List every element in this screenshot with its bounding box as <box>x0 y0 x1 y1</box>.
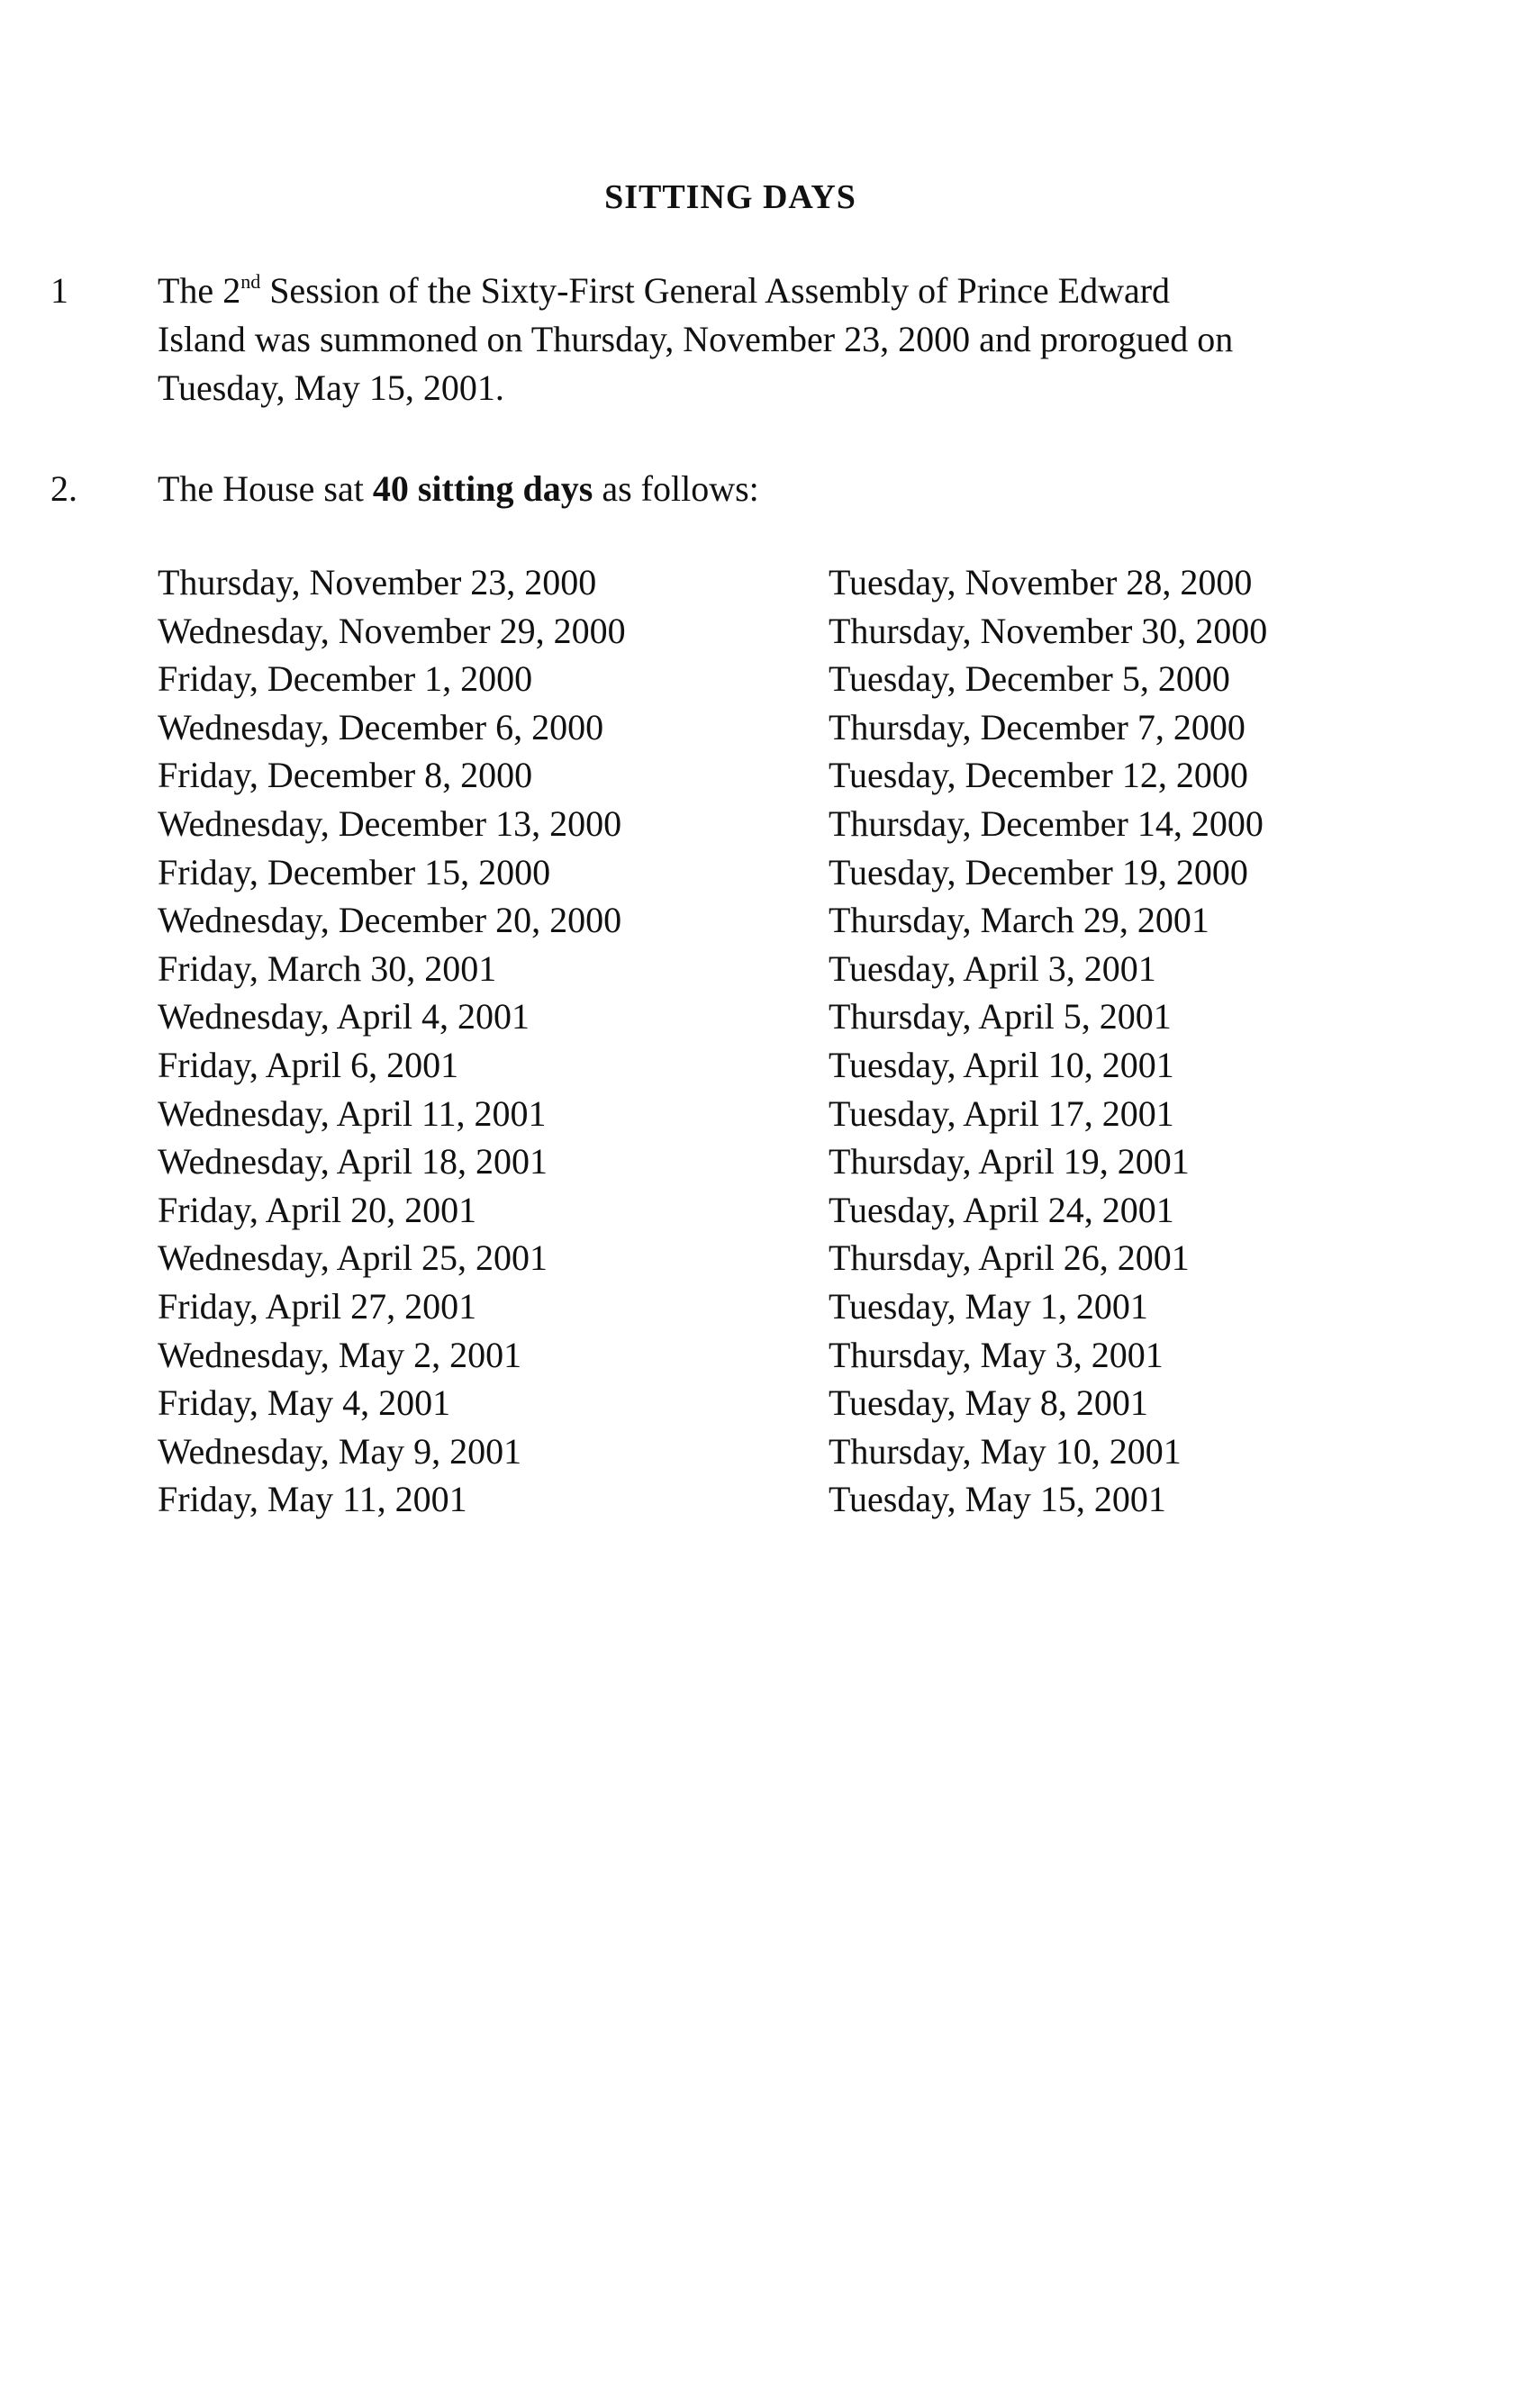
sitting-day-entry: Tuesday, May 1, 2001 <box>829 1285 1148 1327</box>
sitting-day-entry: Friday, December 8, 2000 <box>158 755 533 796</box>
item-1-prefix: The 2 <box>158 270 241 311</box>
sitting-day-entry: Friday, May 11, 2001 <box>158 1479 467 1520</box>
sitting-day-entry: Wednesday, April 11, 2001 <box>158 1092 547 1134</box>
sitting-day-entry: Wednesday, December 6, 2000 <box>158 706 604 748</box>
sitting-day-entry: Friday, April 20, 2001 <box>158 1189 477 1230</box>
sitting-day-entry: Thursday, May 3, 2001 <box>829 1334 1164 1375</box>
sitting-day-entry: Wednesday, April 18, 2001 <box>158 1141 548 1182</box>
item-1-line-1 <box>158 267 1418 315</box>
sitting-day-entry: Wednesday, April 25, 2001 <box>158 1237 548 1279</box>
sitting-day-entry: Tuesday, May 8, 2001 <box>829 1382 1148 1424</box>
sitting-day-entry: Thursday, April 26, 2001 <box>829 1237 1190 1279</box>
item-1-ordinal-suffix: nd <box>240 270 261 293</box>
item-2-text-after: as follows: <box>593 468 759 509</box>
sitting-day-entry: Tuesday, December 19, 2000 <box>829 851 1248 892</box>
item-2-bold-count: 40 sitting days <box>372 468 593 509</box>
sitting-day-entry: Thursday, May 10, 2001 <box>829 1430 1182 1472</box>
sitting-day-entry: Thursday, November 30, 2000 <box>829 610 1268 651</box>
sitting-day-entry: Thursday, December 7, 2000 <box>829 706 1246 748</box>
item-2-number: 2. <box>50 468 77 509</box>
sitting-day-entry: Tuesday, April 24, 2001 <box>829 1189 1174 1230</box>
sitting-day-entry: Thursday, April 5, 2001 <box>829 996 1172 1037</box>
sitting-days-list <box>158 558 1328 1524</box>
sitting-day-entry: Tuesday, December 12, 2000 <box>829 755 1248 796</box>
sitting-day-entry: Wednesday, May 9, 2001 <box>158 1430 522 1472</box>
sitting-day-entry: Thursday, November 23, 2000 <box>158 562 597 603</box>
sitting-day-entry: Friday, April 27, 2001 <box>158 1285 477 1327</box>
sitting-day-entry: Tuesday, April 17, 2001 <box>829 1092 1174 1134</box>
sitting-day-entry: Tuesday, April 10, 2001 <box>829 1044 1174 1085</box>
item-2-text-before: The House sat <box>158 468 373 509</box>
sitting-day-entry: Thursday, March 29, 2001 <box>829 900 1209 941</box>
sitting-day-entry: Friday, December 1, 2000 <box>158 658 533 700</box>
sitting-day-entry: Friday, May 4, 2001 <box>158 1382 451 1424</box>
sitting-day-entry: Friday, March 30, 2001 <box>158 947 497 989</box>
item-1-line-3: Tuesday, May 15, 2001. <box>158 367 504 408</box>
sitting-day-entry: Thursday, April 19, 2001 <box>829 1141 1190 1182</box>
sitting-day-entry: Wednesday, December 13, 2000 <box>158 802 622 844</box>
sitting-day-entry: Wednesday, December 20, 2000 <box>158 900 622 941</box>
sitting-day-entry: Friday, April 6, 2001 <box>158 1044 459 1085</box>
sitting-day-entry: Friday, December 15, 2000 <box>158 851 551 892</box>
sitting-day-entry: Wednesday, April 4, 2001 <box>158 996 530 1037</box>
item-1-line-2: Island was summoned on Thursday, November 23, 2000 and prorogued on <box>158 319 1234 359</box>
item-1-paragraph <box>158 267 1418 412</box>
item-2-paragraph <box>158 465 1418 513</box>
sitting-day-entry: Wednesday, November 29, 2000 <box>158 610 626 651</box>
page-title: SITTING DAYS <box>604 178 856 216</box>
item-1-number: 1 <box>50 270 68 311</box>
sitting-day-entry: Tuesday, November 28, 2000 <box>829 562 1253 603</box>
sitting-day-entry: Tuesday, May 15, 2001 <box>829 1479 1166 1520</box>
item-1-line-1-rest: Session of the Sixty-First General Assembly of Prince Edward <box>260 270 1171 311</box>
sitting-day-entry: Wednesday, May 2, 2001 <box>158 1334 522 1375</box>
sitting-day-entry: Tuesday, December 5, 2000 <box>829 658 1230 700</box>
sitting-day-entry: Tuesday, April 3, 2001 <box>829 947 1156 989</box>
sitting-day-entry: Thursday, December 14, 2000 <box>829 802 1264 844</box>
